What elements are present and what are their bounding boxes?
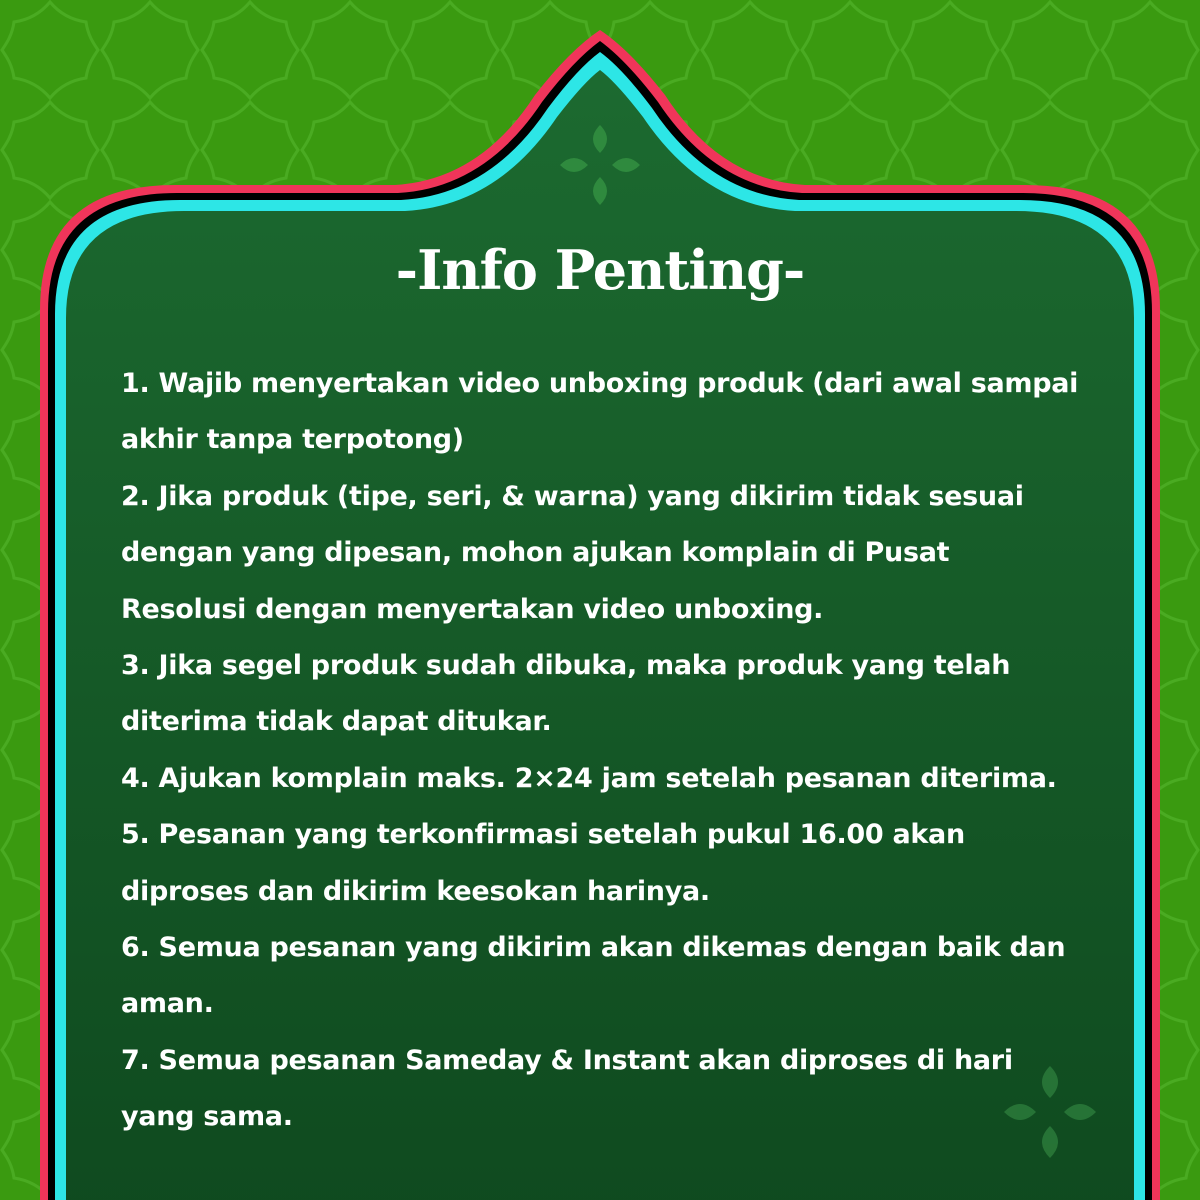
rules-list <box>121 356 1081 1146</box>
rule-item: 7. Semua pesanan Sameday & Instant akan diproses di hari yang sama. <box>121 1044 1013 1133</box>
rule-item: 5. Pesanan yang terkonfirmasi setelah pukul 16.00 akan diproses dan dikirim keesokan harinya. <box>121 819 965 907</box>
rule-item: 2. Jika produk (tipe, seri, & warna) yang dikirim tidak sesuai dengan yang dipesan, mohon ajukan komplain di Pusat Resolusi dengan menyertakan video unboxing. <box>121 480 1024 625</box>
rule-item: 6. Semua pesanan yang dikirim akan dikemas dengan baik dan aman. <box>121 932 1066 1020</box>
rule-item: 4. Ajukan komplain maks. 2×24 jam setelah pesanan diterima. <box>121 762 1057 794</box>
rule-item: 1. Wajib menyertakan video unboxing produk (dari awal sampai akhir tanpa terpotong) <box>121 368 1079 456</box>
page-title: -Info Penting- <box>395 238 805 302</box>
rule-item: 3. Jika segel produk sudah dibuka, maka produk yang telah diterima tidak dapat ditukar. <box>121 650 1011 738</box>
